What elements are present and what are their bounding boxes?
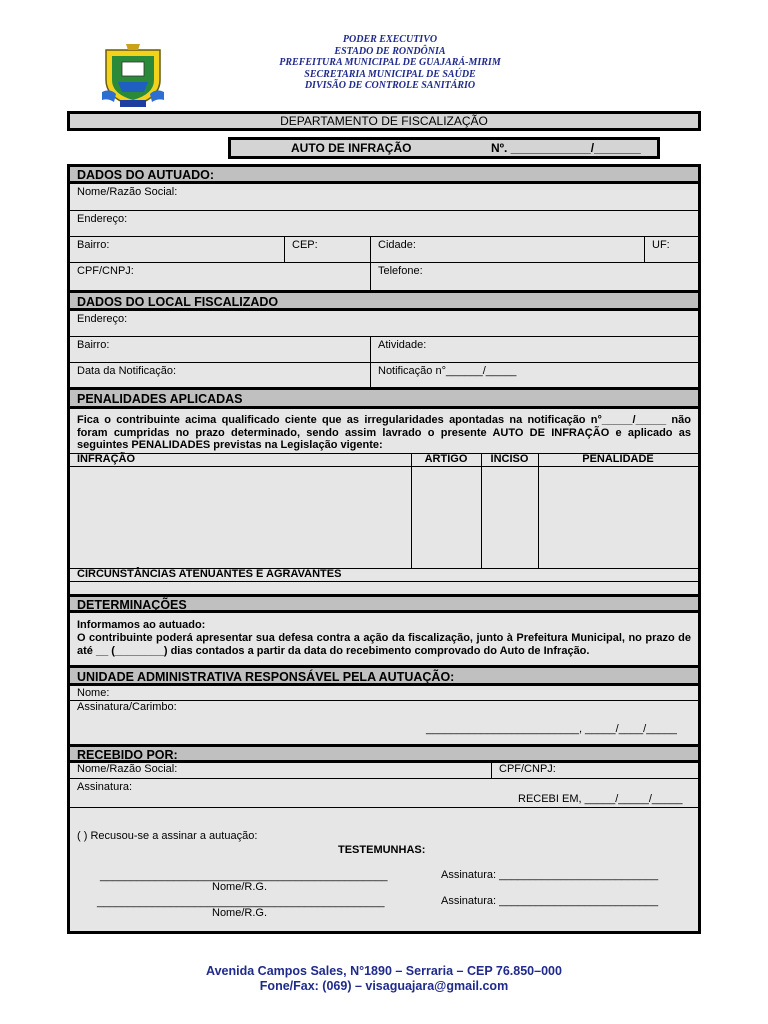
autuado-cpf-row (70, 263, 698, 290)
determinacoes-intro: Informamos ao autuado: (77, 619, 206, 631)
circunstancias-label: CIRCUNSTÂNCIAS ATENUANTES E AGRAVANTES (77, 568, 342, 580)
local-bairro-field[interactable]: Bairro: (77, 339, 110, 351)
autuado-cep-field[interactable]: CEP: (284, 237, 370, 262)
auto-infracao-label: AUTO DE INFRAÇÃO (291, 141, 412, 155)
testemunha-2-signature-line[interactable]: _______________________________________________ (97, 896, 385, 908)
header-line-2: ESTADO DE RONDÔNIA (334, 45, 446, 57)
penalidades-text: Fica o contribuinte acima qualificado ciente que as irregularidades apontadas na notificação n°_____/_____ não foram cumpridas no prazo determinado, sendo assim lavrado o presente AUTO DE INFRAÇÃO e aplicado as seguintes PENALIDADES previstas na Legislação vigente: (77, 414, 691, 452)
recebido-nome-field[interactable]: Nome/Razão Social: (77, 763, 178, 775)
auto-infracao-bar (228, 137, 660, 159)
auto-infracao-number-field[interactable]: Nº. ____________/_______ (491, 141, 641, 155)
testemunha-1-assinatura[interactable]: Assinatura: __________________________ (441, 869, 659, 881)
local-endereco-row (70, 311, 698, 337)
header-lines (240, 34, 540, 92)
testemunhas-label: TESTEMUNHAS: (338, 844, 426, 856)
autuado-nome-row (70, 184, 698, 211)
local-notificacao-field[interactable]: Notificação n°______/_____ (370, 363, 698, 387)
testemunha-2-assinatura[interactable]: Assinatura: __________________________ (441, 895, 659, 907)
local-notificacao-row (70, 363, 698, 387)
autuado-uf-field[interactable]: UF: (644, 237, 698, 262)
department-title: DEPARTAMENTO DE FISCALIZAÇÃO (67, 111, 701, 131)
section-penalidades-title: PENALIDADES APLICADAS (70, 387, 698, 409)
section-local-title: DADOS DO LOCAL FISCALIZADO (70, 290, 698, 311)
unidade-assinatura-field[interactable]: Assinatura/Carimbo: (77, 701, 177, 713)
footer-phone-email: Fone/Fax: (069) – visaguajara@gmail.com (259, 979, 509, 993)
col-infracao: INFRAÇÃO (77, 453, 136, 465)
local-atividade-field[interactable]: Atividade: (370, 337, 698, 362)
unidade-nome-field[interactable]: Nome: (77, 687, 110, 699)
recebido-assinatura-field[interactable]: Assinatura: (77, 781, 133, 793)
testemunha-1-nome-rg: Nome/R.G. (212, 881, 268, 893)
infraction-form (67, 164, 701, 934)
recebido-assinatura-row (70, 779, 698, 808)
autuado-nome-field[interactable]: Nome/Razão Social: (77, 186, 178, 198)
testemunha-1-signature-line[interactable]: _______________________________________________ (100, 870, 388, 882)
autuado-telefone-field[interactable]: Telefone: (370, 263, 698, 290)
unidade-nome-row (70, 686, 698, 701)
circunstancias-field[interactable] (70, 582, 698, 594)
autuado-cidade-field[interactable]: Cidade: (370, 237, 644, 262)
recusou-checkbox[interactable]: ( ) Recusou-se a assinar a autuação: (77, 830, 258, 842)
autuado-cpf-field[interactable]: CPF/CNPJ: (77, 265, 134, 277)
section-autuado-title: DADOS DO AUTUADO: (70, 167, 698, 184)
section-recebido-title: RECEBIDO POR: (70, 744, 698, 763)
local-data-notificacao-field[interactable]: Data da Notificação: (77, 365, 177, 377)
col-inciso: INCISO (490, 453, 529, 465)
recebido-cpf-field[interactable]: CPF/CNPJ: (491, 763, 698, 778)
col-artigo: ARTIGO (424, 453, 468, 465)
footer-contact (0, 964, 768, 994)
footer-address: Avenida Campos Sales, N°1890 – Serraria – CEP 76.850–000 (206, 964, 562, 978)
infracao-table-body[interactable] (70, 467, 698, 568)
autuado-bairro-field[interactable]: Bairro: (77, 239, 110, 251)
local-endereco-field[interactable]: Endereço: (77, 313, 128, 325)
header-line-5: DIVISÃO DE CONTROLE SANITÁRIO (304, 80, 476, 91)
municipal-crest-icon (98, 42, 168, 110)
header-line-1: PODER EXECUTIVO (342, 34, 438, 45)
autuado-bairro-row (70, 237, 698, 263)
local-bairro-row (70, 337, 698, 363)
section-determinacoes-title: DETERMINAÇÕES (70, 594, 698, 613)
header-line-4: SECRETARIA MUNICIPAL DE SAÚDE (304, 68, 476, 80)
unidade-assinatura-row (70, 701, 698, 744)
testemunha-2-nome-rg: Nome/R.G. (212, 907, 268, 919)
section-unidade-title: UNIDADE ADMINISTRATIVA RESPONSÁVEL PELA AUTUAÇÃO: (70, 665, 698, 686)
autuado-endereco-field[interactable]: Endereço: (77, 213, 128, 225)
header-line-3: PREFEITURA MUNICIPAL DE GUAJARÁ-MIRIM (279, 57, 501, 68)
determinacoes-text: O contribuinte poderá apresentar sua defesa contra a ação da fiscalização, junto à Prefeitura Municipal, no prazo de até __ (________) dias contados a partir da data do recebimento comprovado do Auto de Infração. (77, 632, 691, 657)
recebido-nome-row (70, 763, 698, 779)
autuado-endereco-row (70, 211, 698, 237)
col-penalidade: PENALIDADE (582, 453, 654, 465)
recebi-em-field[interactable]: RECEBI EM, _____/_____/_____ (518, 793, 683, 805)
unidade-data-line[interactable]: _________________________, _____/____/_____ (426, 723, 677, 735)
